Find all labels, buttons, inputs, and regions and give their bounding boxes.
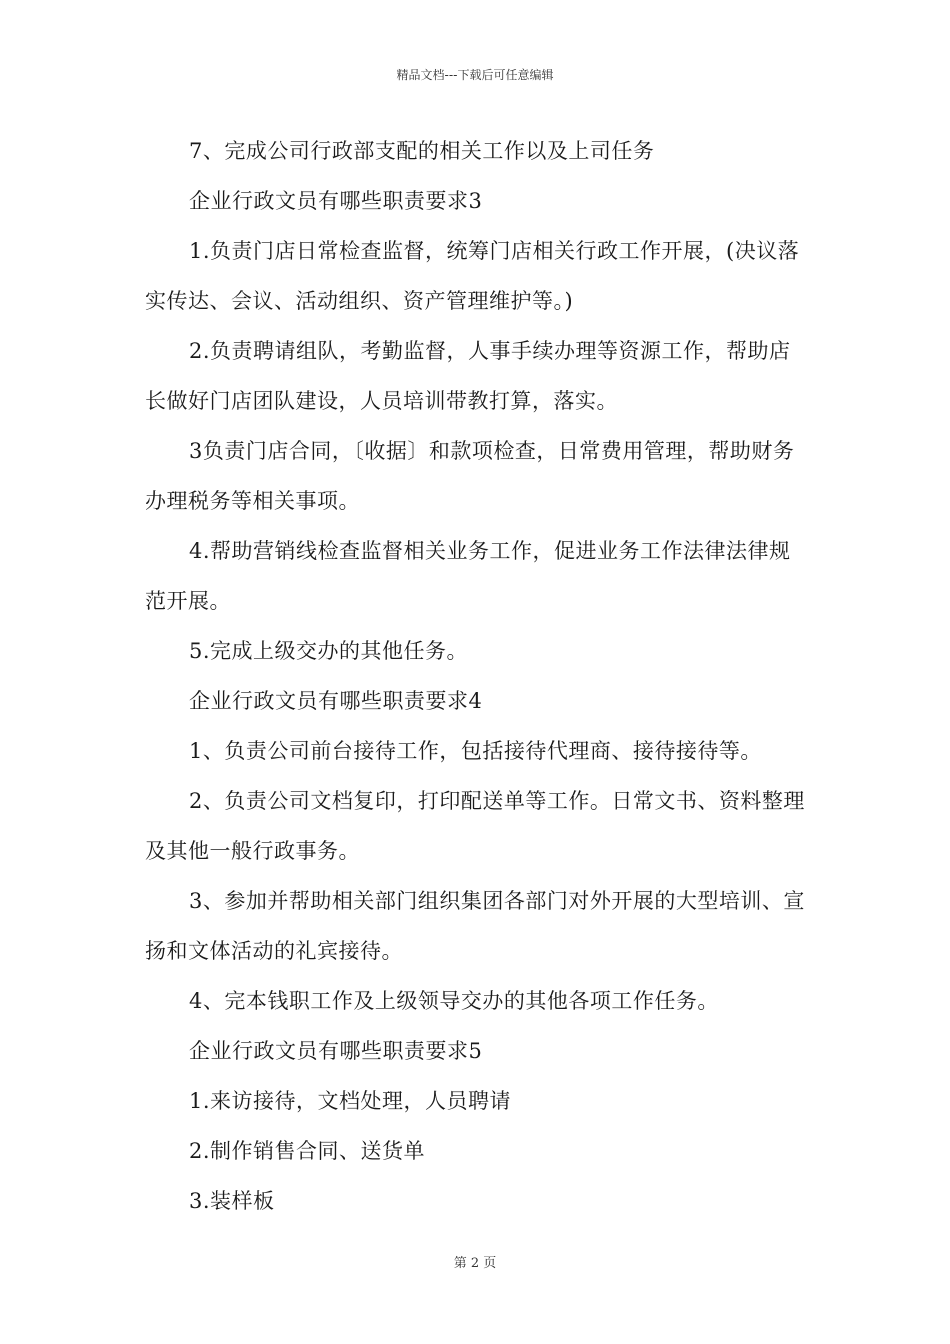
- paragraph: 2.制作销售合同、送货单: [189, 1139, 426, 1163]
- paragraph: 2、负责公司文档复印，打印配送单等工作。日常文书、资料整理及其他一般行政事务。: [145, 789, 805, 863]
- section-heading: 企业行政文员有哪些职责要求5: [189, 1039, 483, 1063]
- page-header: 精品文档---下载后可任意编辑: [396, 68, 554, 82]
- paragraph: 4、完本钱职工作及上级领导交办的其他各项工作任务。: [189, 989, 719, 1013]
- paragraph: 7、完成公司行政部支配的相关工作以及上司任务: [189, 139, 655, 163]
- section-heading: 企业行政文员有哪些职责要求4: [189, 689, 483, 713]
- paragraph: 1.来访接待，文档处理，人员聘请: [189, 1089, 512, 1113]
- paragraph: 5.完成上级交办的其他任务。: [189, 639, 469, 663]
- paragraph: 1、负责公司前台接待工作，包括接待代理商、接待接待等。: [189, 739, 762, 763]
- paragraph: 1.负责门店日常检查监督，统筹门店相关行政工作开展，(决议落实传达、会议、活动组织、资产管理维护等。): [145, 239, 800, 313]
- paragraph: 2.负责聘请组队，考勤监督，人事手续办理等资源工作，帮助店长做好门店团队建设，人员培训带教打算，落实。: [145, 339, 791, 413]
- page-number: 第 2 页: [453, 1256, 497, 1271]
- paragraph: 3.装样板: [189, 1189, 275, 1213]
- paragraph: 3、参加并帮助相关部门组织集团各部门对外开展的大型培训、宣扬和文体活动的礼宾接待。: [145, 889, 805, 963]
- section-heading: 企业行政文员有哪些职责要求3: [189, 189, 483, 213]
- paragraph: 3负责门店合同，〔收据〕和款项检查，日常费用管理，帮助财务办理税务等相关事项。: [145, 439, 795, 513]
- document-body: [145, 126, 810, 1226]
- paragraph: 4.帮助营销线检查监督相关业务工作，促进业务工作法律法律规范开展。: [145, 539, 791, 613]
